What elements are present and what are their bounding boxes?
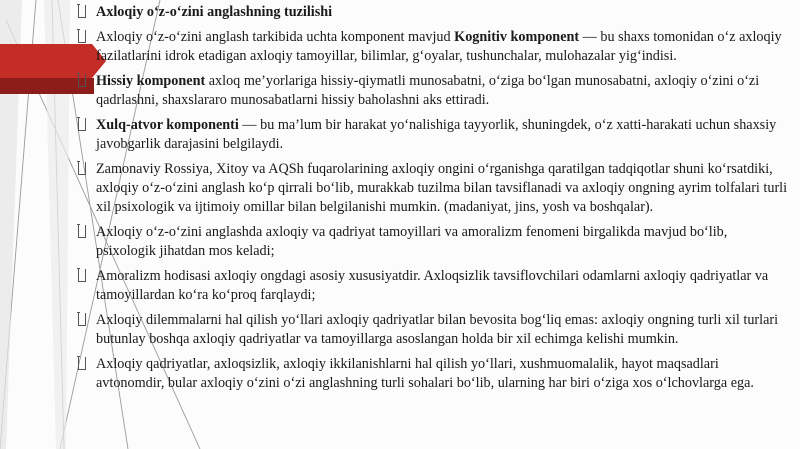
paragraph-3-post: — bu ma’lum bir harakat yo‘nalishiga tayyorlik, shuningdek, o‘z xatti-harakati uchun shaxsiy javobgarlik darajasini belgilaydi. (96, 116, 777, 152)
bullet-icon (78, 118, 86, 131)
bullet-icon (78, 225, 86, 238)
paragraph-8 (78, 355, 790, 393)
paragraph-5-text: Axloqiy o‘z-o‘zini anglashda axloqiy va qadriyat tamoyillari va amoralizm fenomeni birgalikda mavjud bo‘lib, psixologik jihatdan mos keladi; (96, 224, 728, 260)
bullet-icon (78, 30, 86, 43)
paragraph-7 (78, 311, 790, 349)
paragraph-3-bold: Xulq-atvor komponenti (96, 116, 239, 133)
content (78, 3, 790, 399)
bullet-icon (78, 269, 86, 282)
slide-title (78, 3, 790, 22)
paragraph-4 (78, 160, 790, 218)
paragraph-2-post: axloq me’yorlariga hissiy-qiymatli munosabatni, o‘ziga bo‘lgan munosabatni, axloqiy o‘zini o‘zi qadrlashni, shaxslararo munosabatlarni hissiy baholashni aks ettiradi. (96, 72, 760, 108)
paragraph-3 (78, 116, 790, 154)
title-text: Axloqiy o‘z-o‘zini anglashning tuzilishi (96, 4, 333, 20)
paragraph-2 (78, 72, 790, 110)
paragraph-7-text: Axloqiy dilemmalarni hal qilish yo‘llari axloqiy qadriyatlar bilan bevosita bog‘liq emas: axloqiy ongning turli xil turlari butunlay boshqa axloqiy qadriyatlar va tamoyillarga asoslangan holda bir xil echimga kelishi mumkin. (96, 312, 779, 348)
paragraph-1-pre: Axloqiy o‘z-o‘zini anglash tarkibida uchta komponent mavjud (96, 28, 455, 45)
paragraph-4-text: Zamonaviy Rossiya, Xitoy va AQSh fuqarolarining axloqiy ongini o‘rganishga qaratilgan tadqiqotlar shuni ko‘rsatdiki, axloqiy o‘z-o‘zini anglash ko‘p qirrali bo‘lib, murakkab tuzilma bilan tavsiflanadi va axloqiy ongning ayrim tolfalari turli xil psixologik va ijtimoiy omillar bilan belgilanishi mumkin. (madaniyat, jins, yosh va boshqalar). (96, 160, 788, 216)
paragraph-1-post: — bu shaxs tomonidan o‘z axloqiy fazilatlarini idrok etadigan axloqiy tamoyillar, bilimlar, g‘oyalar, tushunchalar, mulohazalar yig‘indisi. (96, 28, 782, 64)
paragraph-1-bold: Kognitiv komponent (454, 28, 580, 45)
paragraph-5 (78, 223, 790, 261)
bullet-icon (78, 357, 86, 370)
paragraph-6 (78, 267, 790, 305)
bullet-icon (78, 5, 86, 18)
paragraph-1 (78, 28, 790, 66)
bullet-icon (78, 162, 86, 175)
paragraph-2-bold: Hissiy komponent (96, 72, 206, 89)
bullet-icon (78, 74, 86, 87)
paragraph-8-text: Axloqiy qadriyatlar, axloqsizlik, axloqiy ikkilanishlarni hal qilish yo‘llari, xushmuomalalik, hayot maqsadlari avtonomdir, bular axloqiy o‘zini o‘zi anglashning turli sohalari bo‘lib, ularning har biri o‘ziga xos o‘lchovlarga ega. (96, 356, 754, 392)
paragraph-6-text: Amoralizm hodisasi axloqiy ongdagi asosiy xususiyatdir. Axloqsizlik tavsiflovchilari odamlarni axloqiy qadriyatlar va tamoyillardan ko‘ra ko‘proq farqlaydi; (96, 268, 769, 304)
bullet-icon (78, 313, 86, 326)
